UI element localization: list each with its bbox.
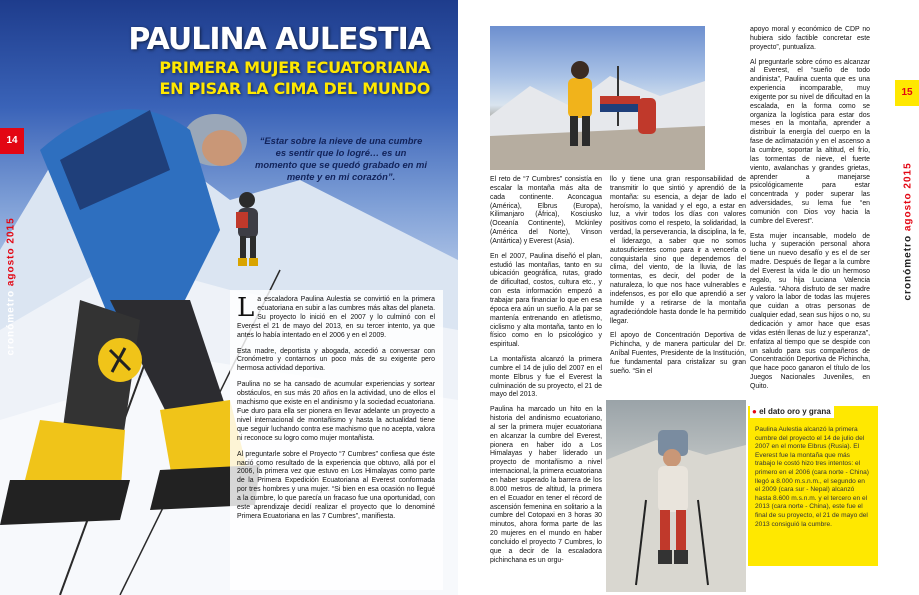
paragraph-3: Paulina no se ha cansado de acumular experiencias y sortear obstáculos, en sus más 20 años en la actividad, uno de ellos el machismo que existe en el andinismo y la sociedad ecuatoriana. Fue duro para ella ser pionera en llevar adelante un proyecto a nivel internacional de montañismo y hasta la actualidad tiene que seguir luchando contra ese machismo que no acepta, valora ni reconoce su logro como mujer montañista. xyxy=(237,381,435,442)
col1-paragraph-1: El reto de “7 Cumbres” consistía en escalar la montaña más alta de cada continente. Aconcagua (América), Elbrus (Europa), Kilimanjaro (África), Kosciusko (Oceanía Continente), Mckinley (América del Norte), Vinson (Antártica) y Everest (Asia). xyxy=(490,176,602,245)
page-number-left: 14 xyxy=(0,128,24,154)
col3-paragraph-1: apoyo moral y económico de CDP no hubiera sido factible concretar este proyecto”, puntualiza. xyxy=(750,26,870,51)
bullet-icon: ● xyxy=(752,407,757,416)
paragraph-2: Esta madre, deportista y abogada, accedió a conversar con Cronómetro y contarnos un poco más de su exigente pero hermosa actividad deportiva. xyxy=(237,347,435,373)
column-3 xyxy=(750,26,870,398)
trek-photo xyxy=(606,400,746,592)
data-box xyxy=(748,406,878,566)
column-2 xyxy=(610,176,746,383)
col1-paragraph-4: Paulina ha marcado un hito en la historia del andinismo ecuatoriano, al ser la primera mujer ecuatoriana en alcanzar la cumbre del Everest, pionera en haber ido a Los Himalayas y haber liderado un proyecto de montañismo a nivel internacional, la primera ecuatoriana en haber superado la barrera de los 8.000 metros de altitud, la primera en el Ecuador en tener el récord de ascensión femenina en solitario a la cumbre del Cotopaxi en 3 horas 30 minutos, ahora forma parte de las 20 mujeres en el mundo en haber concluido el proyecto 7 Cumbres, lo que a decir de la escaladora pichinchana es un orgu- xyxy=(490,406,602,564)
magazine-vertical-label-right: cronómetro agosto 2015 xyxy=(902,162,914,301)
col3-paragraph-2: Al preguntarle sobre cómo es alcanzar al Everest, el “sueño de todo andinista”, Paulina cuenta que es una experiencia incomparable, muy exigente por su nivel de dificultad en la escalada, en la forma como se organiza la logística para estar dos meses en la montaña, aprender a distribuir la energía del cuerpo en la fase de aclimatación y en el ascenso a la cumbre, soportar la altitud, el frío, las tormentas de nieve, el fuerte viento, avalanchas y grandes grietas, aprender a manejarse psicológicamente para estar concentrada y poder superar las adversidades, su lema fue “en comunión con Dios voy hacia la cumbre del Everest”. xyxy=(750,58,870,225)
intro-text-box xyxy=(230,290,443,590)
paragraph-4: Al preguntarle sobre el Proyecto “7 Cumbres” confiesa que éste nació como resultado de la experiencia que obtuvo, allá por el 2006, la primera vez que estuvo en Los Himalayas como parte de la Primera Expedición Ecuatoriana al Everest conformada por tres hombres y una mujer. “Si bien en esa ocasión no llegué a la cumbre, lo que parecía un fracaso fue una oportunidad, con este aprendizaje decidí realizar el proyecto que lo denominé Primera Ecuatoriana en las 7 Cumbres”, manifiesta. xyxy=(237,450,435,520)
article-subtitle-line-2: EN PISAR LA CIMA DEL MUNDO xyxy=(159,79,430,98)
col2-paragraph-1: llo y tiene una gran responsabilidad de transmitir lo que sintió y aprendió de la montaña: su esencia, a dejar de lado el heroísmo, la vanidad y el ego, a estar en luz, a vivir todos los días con valores positivos como el respeto, la solidaridad, la verdad, la perseverancia, la disciplina, la fe, el liderazgo, a saber que no somos autosuficientes como para ir a vencerla o conquistarla sino que dependemos del clima, del viento, de la lluvia, de las tormentas, es decir, del poder de la naturaleza, lo que nos hace vulnerables e indefensos, es por ello que aprendió a ser humilde y a retirarse de la montaña agradecióndole hasta donde le ha permitido llegar. xyxy=(610,176,746,325)
magazine-vertical-label-left: cronómetro agosto 2015 xyxy=(5,217,17,356)
left-page xyxy=(0,0,458,595)
page-number-right: 15 xyxy=(895,80,919,106)
column-1 xyxy=(490,176,602,571)
right-page xyxy=(458,0,919,595)
dropcap: L xyxy=(237,293,255,323)
data-box-heading: ● el dato oro y grana xyxy=(750,406,834,418)
col1-paragraph-2: En el 2007, Paulina diseñó el plan, estudió las montañas, tanto en su ubicación geográfica, rutas, grado de dificultad, costos, cultura etc., y con esta información empezó a trabajar para financiar lo que en esa época era aún un sueño. A la par se mantenía entrenando en atletismo, ciclismo y alta montaña, tanto en lo físico como en lo psicológico y espiritual. xyxy=(490,252,602,349)
col1-paragraph-3: La montañista alcanzó la primera cumbre el 14 de julio del 2007 en el monte Elbrus y fue el Everest la culminación de su proyecto, el 21 de mayo del 2013. xyxy=(490,356,602,399)
data-box-text: Paulina Aulestia alcanzó la primera cumbre del proyecto el 14 de julio del 2007 en el monte Elbrus (Rusia). El Everest fue la montaña que más trabajo le costó hizo tres intentos: el primero en el 2006 (cara norte - China) llegó a 8.000 m.s.n.m., el segundo en el 2009 (cara sur - Nepal) alcanzó hasta 8.600 m.s.n.m. y el tercero en el 2013 (cara norte - China), este fue el final de su proyecto, el 21 de mayo del 2013 consiguió la cumbre. xyxy=(755,426,869,528)
article-subtitle-line-1: PRIMERA MUJER ECUATORIANA xyxy=(159,58,430,77)
summit-photo xyxy=(490,26,705,170)
pull-quote: “Estar sobre la nieve de una cumbre es sentir que lo logré… es un momento que se quedó grabado en mi mente y en mi corazón”. xyxy=(255,135,427,182)
col2-paragraph-2: El apoyo de Concentración Deportiva de Pichincha, y de manera particular del Dr. Aníbal Fuentes, Presidente de la Institución, fue fundamental para cristalizar su gran sueño. “Sin el xyxy=(610,332,746,375)
article-title: PAULINA AULESTIA xyxy=(128,22,430,57)
col3-paragraph-3: Esta mujer incansable, modelo de lucha y superación personal ahora tiene un nuevo desafío y es el de ser madre. Después de llegar a la cumbre del Everest la vida le dio un hermoso regalo, su hija Luciana Valencia Aulestia. “Ahora disfruto de ser madre y valoro la labor de todas las mujeres que cuidan a otras personas de cualquier edad, sean sus hijos o no, su dedicación y amor hace que esas vidas estén llenas de luz y esperanza”, enfatiza al tiempo que se despide con un saludo para sus compañeros de Concentración Deportiva de Pichincha, que hace poco ganaron el título de los Juegos Nacionales Juveniles, en Quito. xyxy=(750,232,870,390)
paragraph-1: La escaladora Paulina Aulestia se convirtió en la primera ecuatoriana en subir a las cumbres más altas del planeta. Su proyecto lo inició en el 2007 y lo culminó con el Everest el 21 de mayo del 2013, en su tercer intento, ya que antes lo había intentado en el 2006 y en el 2009. xyxy=(237,293,435,339)
article-title-block xyxy=(128,24,430,98)
